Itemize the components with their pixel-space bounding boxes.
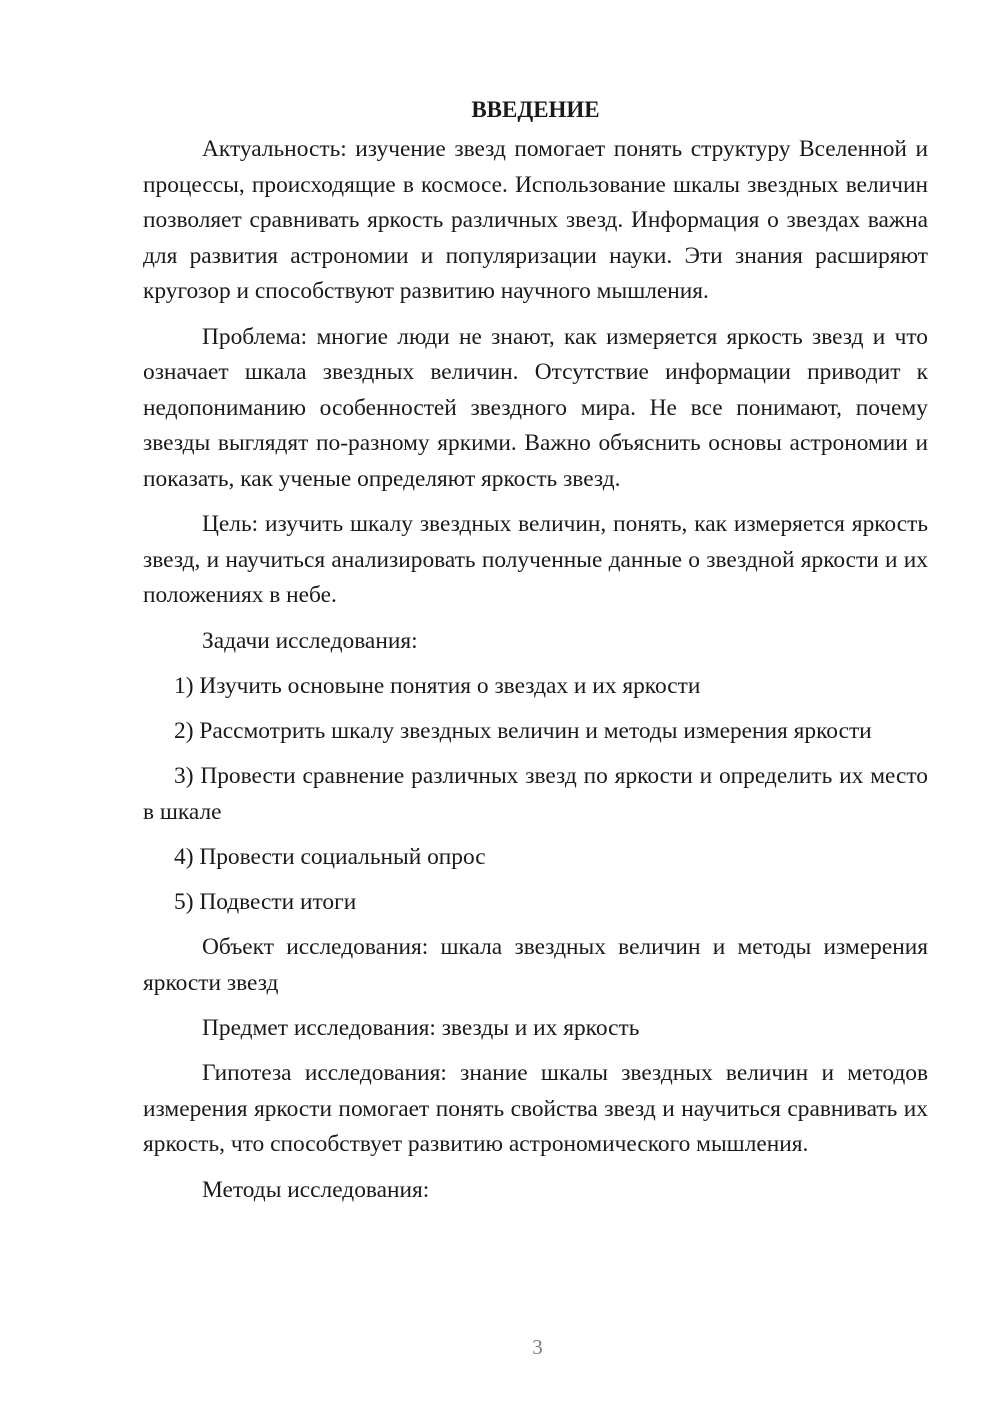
paragraph-relevance: Актуальность: изучение звезд помогает понять структуру Вселенной и процессы, происходящие в космосе. Использование шкалы звездных величин позволяет сравнивать яркость различных звезд. Информация о звездах важна для развития астрономии и популяризации науки. Эти знания расширяют кругозор и способствуют развитию научного мышления. — [143, 136, 928, 305]
paragraph-hypothesis: Гипотеза исследования: знание шкалы звездных величин и методов измерения яркости помогает понять свойства звезд и научиться сравнивать их яркость, что способствует развитию астрономического мышления. — [143, 1060, 928, 1158]
paragraph-problem: Проблема: многие люди не знают, как измеряется яркость звезд и что означает шкала звездных величин. Отсутствие информации приводит к недопониманию особенностей звездного мира. Не все понимают, почему звезды выглядят по-разному яркими. Важно объяснить основы астрономии и показать, как ученые определяют яркость звезд. — [143, 323, 928, 492]
page-number: 3 — [532, 1335, 543, 1359]
list-item-task-3: 3) Провести сравнение различных звезд по яркости и определить их место в шкале — [143, 763, 928, 825]
page-content — [143, 92, 928, 1218]
paragraph-goal: Цель: изучить шкалу звездных величин, понять, как измеряется яркость звезд, и научиться анализировать полученные данные о звездной яркости и их положениях в небе. — [143, 511, 928, 609]
section-heading: ВВЕДЕНИЕ — [471, 97, 600, 122]
list-item-task-1: 1) Изучить основыне понятия о звездах и их яркости — [174, 672, 701, 699]
list-item-task-5: 5) Подвести итоги — [174, 889, 357, 916]
paragraph-subject: Предмет исследования: звезды и их яркость — [202, 1015, 640, 1041]
paragraph-object: Объект исследования: шкала звездных величин и методы измерения яркости звезд — [143, 934, 928, 996]
list-item-task-2: 2) Рассмотрить шкалу звездных величин и методы измерения яркости — [174, 717, 872, 744]
tasks-list — [143, 669, 928, 921]
paragraph-methods: Методы исследования: — [202, 1176, 430, 1203]
list-item-task-4: 4) Провести социальный опрос — [174, 843, 486, 870]
paragraph-tasks-intro: Задачи исследования: — [202, 627, 418, 654]
